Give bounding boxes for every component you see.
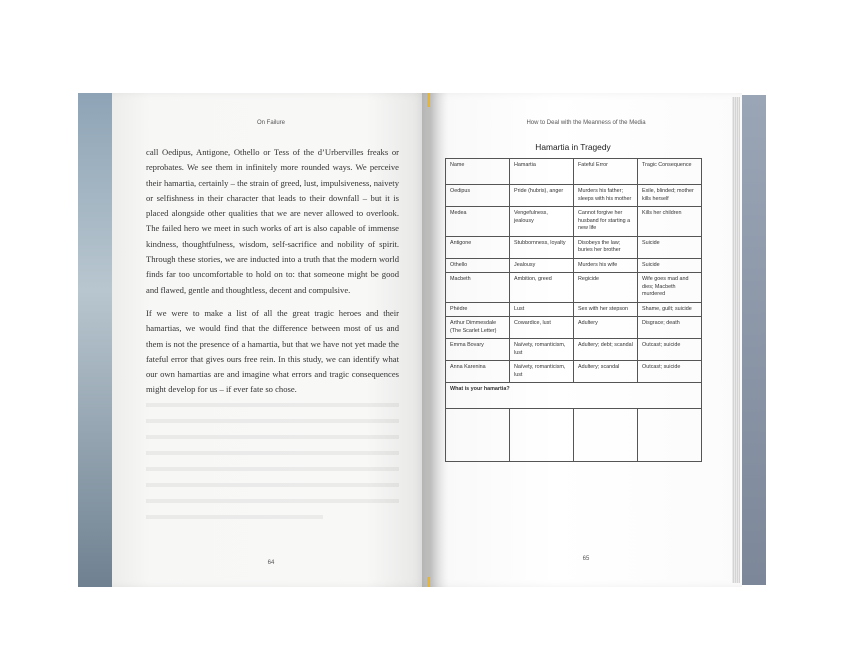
column-header: Tragic Consequence — [638, 159, 702, 185]
table-cell: Murders his father; sleeps with his mother — [574, 185, 638, 207]
table-title: Hamartia in Tragedy — [535, 142, 611, 152]
table-cell: Adultery — [574, 317, 638, 339]
table-cell: Jealousy — [510, 258, 574, 273]
body-text — [146, 145, 399, 406]
left-page — [112, 93, 430, 587]
table-cell: Suicide — [638, 258, 702, 273]
table-cell: Naïvety, romanticism, lust — [510, 361, 574, 383]
running-head-right: How to Deal with the Meanness of the Media — [526, 120, 646, 126]
show-through-text — [146, 403, 399, 531]
hamartia-table — [445, 158, 702, 462]
blank-answer-row — [446, 409, 702, 462]
table-cell: Anna Karenina — [446, 361, 510, 383]
table-cell: Oedipus — [446, 185, 510, 207]
question-text: What is your hamartia? — [450, 386, 510, 392]
column-header: Name — [446, 159, 510, 185]
paragraph-2: If we were to make a list of all the great tragic heroes and their hamartias, we would find that the difference between most of us and them is not the presence of a hamartia, but that we have not yet made the fateful error that gives ours free rein. In this study, we can identify what our own hamartias are and imagine what errors and tragic consequences might develop for us – if ever fate so chose. — [146, 307, 399, 395]
table-cell: Disgrace; death — [638, 317, 702, 339]
table-row — [446, 207, 702, 237]
table-cell: Suicide — [638, 236, 702, 258]
table-row — [446, 236, 702, 258]
question-row — [446, 383, 702, 409]
blank-cell — [510, 409, 574, 462]
table-cell: Wife goes mad and dies; Macbeth murdered — [638, 273, 702, 303]
table-row — [446, 185, 702, 207]
table-row — [446, 317, 702, 339]
blank-cell — [446, 409, 510, 462]
column-header: Fateful Error — [574, 159, 638, 185]
table-row — [446, 258, 702, 273]
table-cell: Outcast; suicide — [638, 361, 702, 383]
blank-cell — [638, 409, 702, 462]
table-cell: Ambition, greed — [510, 273, 574, 303]
table-cell: Antigone — [446, 236, 510, 258]
book-cover-left — [78, 93, 114, 587]
table-cell: Phèdre — [446, 302, 510, 317]
running-head-left: On Failure — [256, 120, 285, 126]
table-cell: Cowardice, lust — [510, 317, 574, 339]
table-row — [446, 361, 702, 383]
table-row — [446, 302, 702, 317]
table-cell: Stubbornness, loyalty — [510, 236, 574, 258]
table-cell: Kills her children — [638, 207, 702, 237]
table-cell: Vengefulness, jealousy — [510, 207, 574, 237]
blank-cell — [574, 409, 638, 462]
table-cell: Disobeys the law; buries her brother — [574, 236, 638, 258]
table-cell: Cannot forgive her husband for starting a new life — [574, 207, 638, 237]
table-cell: Macbeth — [446, 273, 510, 303]
table-cell: Othello — [446, 258, 510, 273]
table-cell: Lust — [510, 302, 574, 317]
table-cell: Medea — [446, 207, 510, 237]
page-number-left: 64 — [267, 560, 275, 566]
table-cell: Sex with her stepson — [574, 302, 638, 317]
page-number-right: 65 — [582, 556, 590, 562]
table-row — [446, 339, 702, 361]
table-cell: Pride (hubris), anger — [510, 185, 574, 207]
table-cell: Shame, guilt; suicide — [638, 302, 702, 317]
table-cell: Naïvety, romanticism, lust — [510, 339, 574, 361]
column-header: Hamartia — [510, 159, 574, 185]
table-row — [446, 273, 702, 303]
table-cell: Regicide — [574, 273, 638, 303]
table-cell: Adultery; debt; scandal — [574, 339, 638, 361]
table-cell: Murders his wife — [574, 258, 638, 273]
table-cell: Exile, blinded; mother kills herself — [638, 185, 702, 207]
question-cell — [446, 383, 702, 409]
table-cell: Outcast; suicide — [638, 339, 702, 361]
table-header-row — [446, 159, 702, 185]
table-cell: Adultery; scandal — [574, 361, 638, 383]
table-cell: Emma Bovary — [446, 339, 510, 361]
paragraph-1: call Oedipus, Antigone, Othello or Tess of the d’Urbervilles freaks or reprobates. We see them in infinitely more rounded ways. We perceive their hamartia, certainly – the strain of greed, lust, impulsiveness, naivety or selfishness in their character that leads to their downfall – but it is placed alongside other qualities that we are never allowed to overlook. The failed hero we meet in such works of art is also capable of immense kindness, thoughtfulness, wisdom, self-sacrifice and nobility of spirit. Through these stories, we are inducted into a truth that the modern world finds far too uncomfortable to hold on to: that someone might be good and flawed, gentle and thoughtless, decent and compulsive. — [146, 147, 399, 295]
table-cell: Arthur Dimmesdale (The Scarlet Letter) — [446, 317, 510, 339]
page-edges — [732, 97, 740, 583]
